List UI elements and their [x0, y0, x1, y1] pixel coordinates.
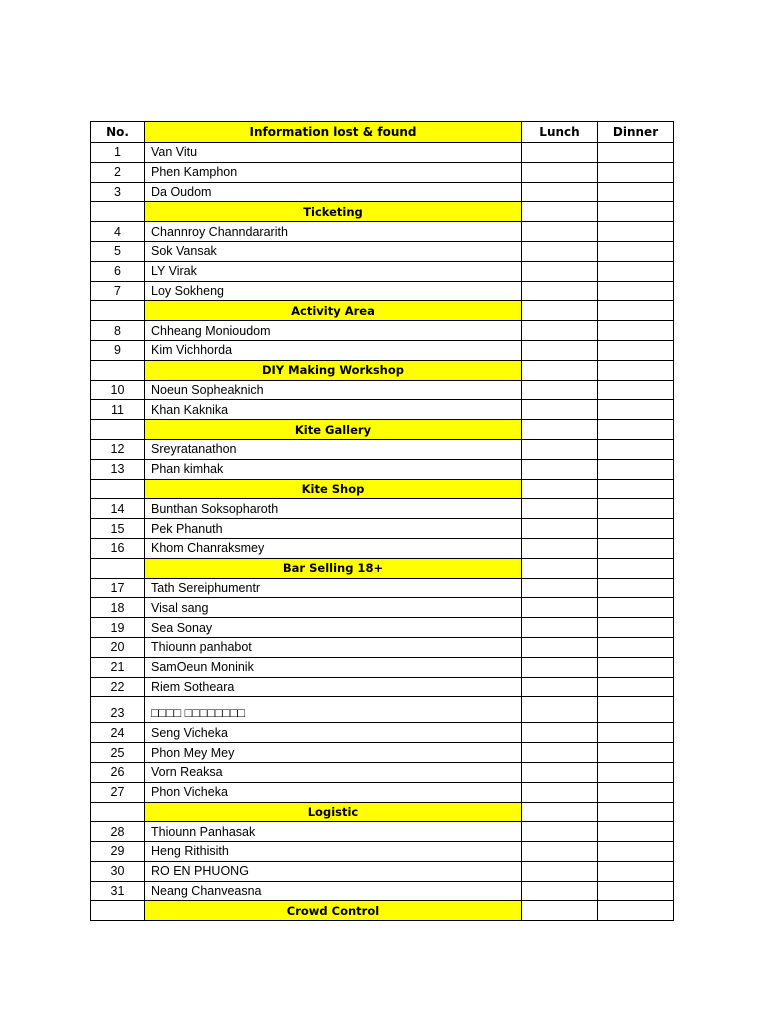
dinner-cell [598, 519, 674, 539]
table-row [91, 578, 674, 598]
dinner-cell [598, 162, 674, 182]
staff-name: Sreyratanathon [145, 439, 522, 459]
row-number [91, 558, 145, 578]
lunch-cell [522, 360, 598, 380]
table-row [91, 499, 674, 519]
section-title: Kite Gallery [145, 420, 522, 440]
lunch-cell [522, 743, 598, 763]
section-title: DIY Making Workshop [145, 360, 522, 380]
staff-name: RO EN PHUONG [145, 861, 522, 881]
row-number: 29 [91, 842, 145, 862]
header-row [91, 122, 674, 143]
lunch-cell [522, 182, 598, 202]
row-number: 23 [91, 697, 145, 723]
section-row [91, 479, 674, 499]
section-row [91, 558, 674, 578]
dinner-cell [598, 558, 674, 578]
table-row [91, 637, 674, 657]
lunch-cell [522, 241, 598, 261]
dinner-cell [598, 439, 674, 459]
staff-name: Riem Sotheara [145, 677, 522, 697]
row-number: 8 [91, 321, 145, 341]
row-number: 15 [91, 519, 145, 539]
table-row [91, 861, 674, 881]
table-row [91, 340, 674, 360]
lunch-cell [522, 822, 598, 842]
dinner-cell [598, 202, 674, 222]
dinner-cell [598, 143, 674, 163]
dinner-cell [598, 618, 674, 638]
dinner-cell [598, 598, 674, 618]
row-number: 13 [91, 459, 145, 479]
row-number: 10 [91, 380, 145, 400]
lunch-cell [522, 842, 598, 862]
staff-name: SamOeun Moninik [145, 657, 522, 677]
table-row [91, 222, 674, 242]
staff-name: Channroy Channdararith [145, 222, 522, 242]
dinner-cell [598, 657, 674, 677]
row-number: 11 [91, 400, 145, 420]
lunch-cell [522, 261, 598, 281]
staff-meal-sheet [90, 121, 674, 921]
lunch-cell [522, 380, 598, 400]
staff-name: Thiounn Panhasak [145, 822, 522, 842]
staff-name: Phan kimhak [145, 459, 522, 479]
dinner-cell [598, 222, 674, 242]
row-number: 2 [91, 162, 145, 182]
dinner-cell [598, 182, 674, 202]
dinner-cell [598, 822, 674, 842]
dinner-cell [598, 360, 674, 380]
section-row [91, 901, 674, 921]
lunch-cell [522, 499, 598, 519]
section-title: Activity Area [145, 301, 522, 321]
lunch-cell [522, 143, 598, 163]
staff-name: Neang Chanveasna [145, 881, 522, 901]
section-title: Crowd Control [145, 901, 522, 921]
row-number: 18 [91, 598, 145, 618]
row-number: 24 [91, 723, 145, 743]
dinner-cell [598, 842, 674, 862]
dinner-cell [598, 723, 674, 743]
table-row [91, 162, 674, 182]
dinner-cell [598, 782, 674, 802]
dinner-cell [598, 578, 674, 598]
section-title: Ticketing [145, 202, 522, 222]
lunch-cell [522, 802, 598, 822]
lunch-cell [522, 861, 598, 881]
lunch-cell [522, 558, 598, 578]
dinner-cell [598, 420, 674, 440]
dinner-cell [598, 677, 674, 697]
lunch-cell [522, 281, 598, 301]
staff-name: Khan Kaknika [145, 400, 522, 420]
dinner-cell [598, 340, 674, 360]
staff-name: Da Oudom [145, 182, 522, 202]
staff-name: Chheang Monioudom [145, 321, 522, 341]
table-row [91, 538, 674, 558]
row-number: 27 [91, 782, 145, 802]
staff-name: Van Vitu [145, 143, 522, 163]
row-number: 1 [91, 143, 145, 163]
header-no: No. [91, 122, 145, 143]
row-number: 3 [91, 182, 145, 202]
lunch-cell [522, 519, 598, 539]
header-dinner: Dinner [598, 122, 674, 143]
staff-name: Vorn Reaksa [145, 762, 522, 782]
dinner-cell [598, 400, 674, 420]
table-row [91, 723, 674, 743]
row-number [91, 802, 145, 822]
dinner-cell [598, 762, 674, 782]
lunch-cell [522, 677, 598, 697]
row-number [91, 301, 145, 321]
table-row [91, 598, 674, 618]
dinner-cell [598, 538, 674, 558]
section-row [91, 202, 674, 222]
lunch-cell [522, 439, 598, 459]
staff-name: Pek Phanuth [145, 519, 522, 539]
staff-name: Phon Vicheka [145, 782, 522, 802]
row-number: 6 [91, 261, 145, 281]
lunch-cell [522, 723, 598, 743]
lunch-cell [522, 202, 598, 222]
staff-name: Loy Sokheng [145, 281, 522, 301]
row-number: 16 [91, 538, 145, 558]
row-number: 20 [91, 637, 145, 657]
dinner-cell [598, 321, 674, 341]
staff-name: Seng Vicheka [145, 723, 522, 743]
staff-name: Thiounn panhabot [145, 637, 522, 657]
row-number: 28 [91, 822, 145, 842]
dinner-cell [598, 901, 674, 921]
staff-name: Kim Vichhorda [145, 340, 522, 360]
row-number [91, 901, 145, 921]
lunch-cell [522, 340, 598, 360]
row-number [91, 202, 145, 222]
row-number: 4 [91, 222, 145, 242]
dinner-cell [598, 479, 674, 499]
row-number: 19 [91, 618, 145, 638]
table-row [91, 743, 674, 763]
lunch-cell [522, 420, 598, 440]
table-row [91, 842, 674, 862]
table-row [91, 822, 674, 842]
row-number: 12 [91, 439, 145, 459]
row-number [91, 479, 145, 499]
table-row [91, 143, 674, 163]
staff-name: Phen Kamphon [145, 162, 522, 182]
header-information-lost-found: Information lost & found [145, 122, 522, 143]
section-row [91, 420, 674, 440]
row-number [91, 360, 145, 380]
staff-name: LY Virak [145, 261, 522, 281]
lunch-cell [522, 301, 598, 321]
row-number: 9 [91, 340, 145, 360]
staff-name: Bunthan Soksopharoth [145, 499, 522, 519]
section-title: Kite Shop [145, 479, 522, 499]
lunch-cell [522, 901, 598, 921]
staff-name: Sea Sonay [145, 618, 522, 638]
lunch-cell [522, 598, 598, 618]
table-row [91, 321, 674, 341]
dinner-cell [598, 743, 674, 763]
row-number: 7 [91, 281, 145, 301]
table-row [91, 519, 674, 539]
table-row [91, 657, 674, 677]
lunch-cell [522, 479, 598, 499]
dinner-cell [598, 861, 674, 881]
lunch-cell [522, 618, 598, 638]
table-row [91, 241, 674, 261]
dinner-cell [598, 637, 674, 657]
lunch-cell [522, 538, 598, 558]
dinner-cell [598, 697, 674, 723]
header-lunch: Lunch [522, 122, 598, 143]
row-number: 26 [91, 762, 145, 782]
section-row [91, 301, 674, 321]
dinner-cell [598, 881, 674, 901]
staff-name: Sok Vansak [145, 241, 522, 261]
table-row [91, 677, 674, 697]
table-row [91, 618, 674, 638]
dinner-cell [598, 459, 674, 479]
section-row [91, 802, 674, 822]
table-row [91, 400, 674, 420]
lunch-cell [522, 762, 598, 782]
row-number: 25 [91, 743, 145, 763]
staff-name: Phon Mey Mey [145, 743, 522, 763]
lunch-cell [522, 578, 598, 598]
staff-name: □□□□ □□□□□□□□ [145, 697, 522, 723]
dinner-cell [598, 261, 674, 281]
table-row [91, 459, 674, 479]
row-number: 14 [91, 499, 145, 519]
table-row [91, 762, 674, 782]
table-row [91, 182, 674, 202]
section-title: Bar Selling 18+ [145, 558, 522, 578]
staff-name: Khom Chanraksmey [145, 538, 522, 558]
lunch-cell [522, 637, 598, 657]
dinner-cell [598, 241, 674, 261]
table-row [91, 881, 674, 901]
table-row [91, 380, 674, 400]
staff-name: Tath Sereiphumentr [145, 578, 522, 598]
table-row [91, 261, 674, 281]
staff-name: Visal sang [145, 598, 522, 618]
section-title: Logistic [145, 802, 522, 822]
row-number: 30 [91, 861, 145, 881]
section-row [91, 360, 674, 380]
dinner-cell [598, 802, 674, 822]
lunch-cell [522, 697, 598, 723]
table-row [91, 697, 674, 723]
row-number [91, 420, 145, 440]
lunch-cell [522, 162, 598, 182]
table-row [91, 281, 674, 301]
row-number: 17 [91, 578, 145, 598]
lunch-cell [522, 881, 598, 901]
dinner-cell [598, 281, 674, 301]
table-row [91, 782, 674, 802]
lunch-cell [522, 222, 598, 242]
lunch-cell [522, 459, 598, 479]
staff-table [90, 121, 674, 921]
lunch-cell [522, 321, 598, 341]
row-number: 22 [91, 677, 145, 697]
dinner-cell [598, 380, 674, 400]
table-body [91, 143, 674, 921]
row-number: 31 [91, 881, 145, 901]
lunch-cell [522, 782, 598, 802]
row-number: 21 [91, 657, 145, 677]
dinner-cell [598, 499, 674, 519]
lunch-cell [522, 657, 598, 677]
table-row [91, 439, 674, 459]
dinner-cell [598, 301, 674, 321]
staff-name: Noeun Sopheaknich [145, 380, 522, 400]
row-number: 5 [91, 241, 145, 261]
lunch-cell [522, 400, 598, 420]
staff-name: Heng Rithisith [145, 842, 522, 862]
